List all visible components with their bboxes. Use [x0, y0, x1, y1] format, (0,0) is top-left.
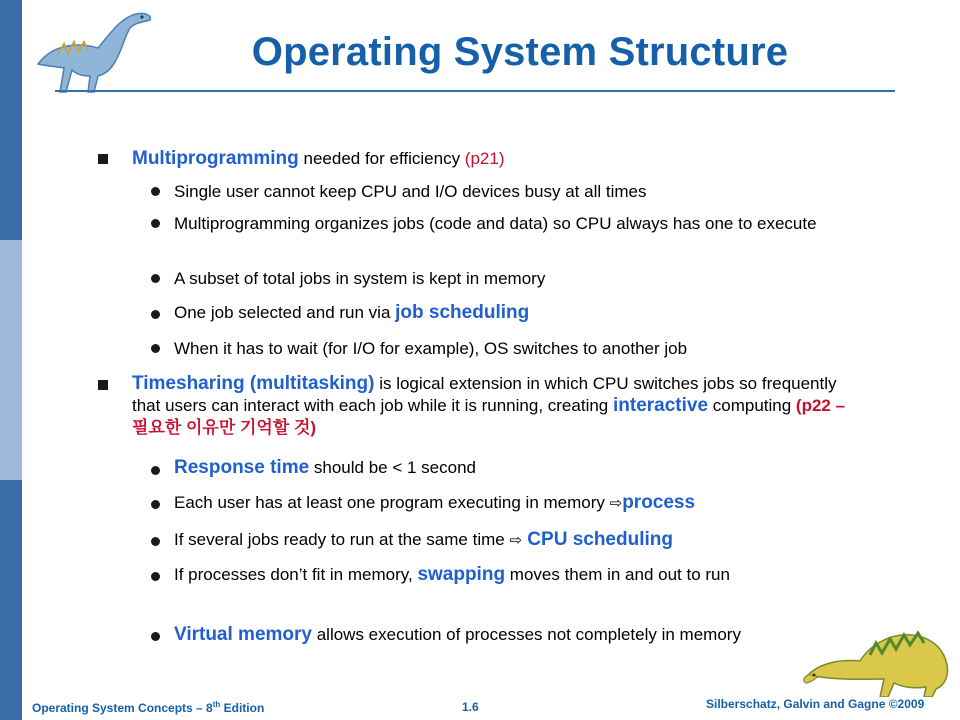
bullet-square-icon — [98, 380, 108, 390]
keyword-swapping: swapping — [417, 564, 506, 585]
keyword-interactive: interactive — [612, 395, 709, 416]
footer-authors: Silberschatz, Galvin and Gagne ©2009 — [706, 697, 925, 711]
arrow-right-icon: ⇨ — [609, 494, 623, 512]
sub-bullet — [174, 302, 874, 324]
keyword-multiprogramming: Multiprogramming — [132, 148, 299, 169]
bullet-text: is logical extension in which CPU switches jobs so frequently that users can interact with each job while it is running, creating — [132, 374, 837, 415]
sidebar-stripe — [0, 0, 22, 720]
dinosaur-logo-icon — [800, 605, 960, 697]
sub-bullet — [174, 529, 874, 551]
sub-bullet: When it has to wait (for I/O for example), OS switches to another job — [174, 339, 688, 358]
bullet-dot-icon — [151, 310, 160, 319]
sub-bullet: Single user cannot keep CPU and I/O devices busy at all times — [174, 182, 647, 201]
bullet-multiprogramming — [132, 148, 862, 170]
bullet-dot-icon — [151, 500, 160, 509]
sub-bullet-text: One job selected and run via — [174, 303, 396, 322]
bullet-square-icon — [98, 154, 108, 164]
sub-bullet-text: If several jobs ready to run at the same time — [174, 530, 510, 549]
sub-bullet-text: should be < 1 second — [309, 458, 476, 477]
bullet-text: needed for efficiency — [298, 149, 465, 168]
sub-bullet-text: Each user has at least one program executing in memory — [174, 493, 610, 512]
dinosaur-logo-icon — [28, 4, 158, 96]
slide-title: Operating System Structure — [251, 30, 789, 74]
keyword-virtual-memory: Virtual memory — [174, 624, 312, 645]
keyword-job-scheduling: job scheduling — [395, 302, 530, 323]
footer-title-sup: th — [212, 700, 221, 709]
footer-title-end: Edition — [220, 701, 265, 715]
bullet-timesharing — [132, 373, 852, 439]
bullet-dot-icon — [151, 344, 160, 353]
sub-bullet — [174, 564, 864, 586]
bullet-dot-icon — [151, 632, 160, 641]
footer-book-title — [32, 700, 264, 715]
bullet-dot-icon — [151, 572, 160, 581]
bullet-dot-icon — [151, 537, 160, 546]
page-reference: (p21) — [464, 149, 505, 168]
page-reference: (p22 – 필요한 이유만 기억할 것) — [132, 396, 846, 437]
title-divider — [55, 90, 895, 92]
sub-bullet — [174, 492, 874, 514]
bullet-dot-icon — [151, 187, 160, 196]
sub-bullet: A subset of total jobs in system is kept in memory — [174, 269, 546, 288]
sub-bullet — [174, 624, 824, 646]
keyword-response-time: Response time — [174, 457, 310, 478]
bullet-dot-icon — [151, 219, 160, 228]
sub-bullet-text: moves them in and out to run — [505, 565, 730, 584]
sub-bullet-text: allows execution of processes not completely in memory — [311, 625, 741, 644]
keyword-process: process — [622, 492, 696, 513]
sub-bullet: Multiprogramming organizes jobs (code and data) so CPU always has one to execute — [174, 214, 817, 233]
sub-bullet-text: If processes don’t fit in memory, — [174, 565, 418, 584]
keyword-cpu-scheduling: CPU scheduling — [522, 529, 673, 550]
bullet-text: computing — [708, 396, 796, 415]
keyword-timesharing: Timesharing (multitasking) — [132, 373, 375, 394]
arrow-right-icon: ⇨ — [509, 531, 523, 549]
sub-bullet — [174, 457, 874, 479]
footer-title-text: Operating System Concepts – 8 — [32, 701, 213, 715]
slide-number: 1.6 — [462, 700, 479, 714]
bullet-dot-icon — [151, 274, 160, 283]
bullet-dot-icon — [151, 466, 160, 475]
